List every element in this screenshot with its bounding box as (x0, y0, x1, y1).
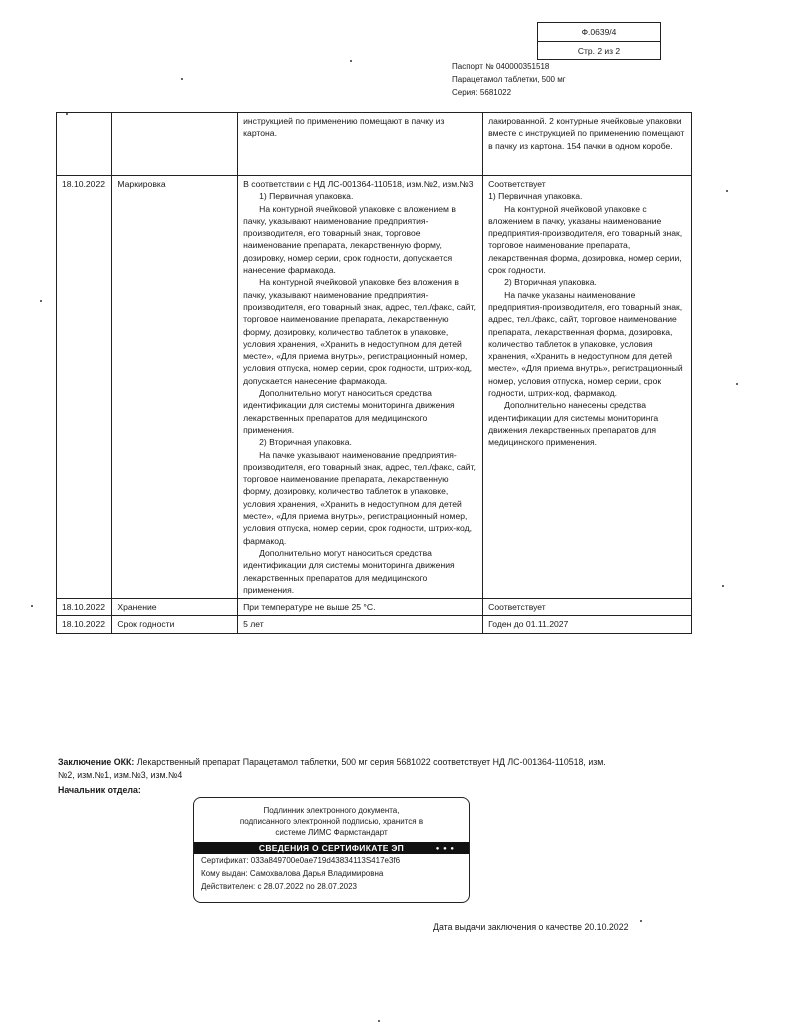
e-signature-stamp (193, 797, 470, 903)
certificate-number: Сертификат: 033a849700e0ae719d43834113S417e3f6 (201, 856, 401, 865)
scan-speck (378, 1020, 380, 1022)
result-cell: лакированной. 2 контурные ячейковые упаковки вместе с инструкцией по применению помещают в пачку из картона. 154 пачки в одном коробе. (483, 113, 692, 176)
requirement-cell: инструкцией по применению помещают в пачку из картона. (238, 113, 483, 176)
qc-conclusion (58, 756, 618, 782)
department-head-label: Начальник отдела: (58, 785, 141, 795)
indicator-cell: Срок годности (112, 616, 238, 633)
form-code: Ф.0639/4 (581, 27, 617, 37)
scan-speck (722, 585, 724, 587)
certificate-info-bar: СВЕДЕНИЯ О СЕРТИФИКАТЕ ЭП ● ● ● (194, 842, 469, 854)
certificate-owner: Кому выдан: Самохвалова Дарья Владимировна (201, 869, 384, 878)
conclusion-label: Заключение ОКК: (58, 757, 135, 767)
scan-speck (350, 60, 352, 62)
conclusion-text: Лекарственный препарат Парацетамол таблетки, 500 мг серия 5681022 соответствует НД ЛС-001364-110518, изм.№2, изм.№1, изм.№3, изм.№4 (58, 757, 606, 780)
product-name: Парацетамол таблетки, 500 мг (452, 75, 566, 84)
scan-speck (726, 190, 728, 192)
table-row (57, 616, 692, 633)
scan-speck (40, 300, 42, 302)
form-code-box (537, 22, 661, 60)
table-row (57, 599, 692, 616)
requirement-cell: 5 лет (238, 616, 483, 633)
result-cell: Соответствует 1) Первичная упаковка. На контурной ячейковой упаковке с вложением в пачку, указаны наименование предприятия-производителя, его товарный знак, торговое наименование препарата, лекарственная форма, дозировка, номер серии, срок годности. 2) Вторичная упаковка. На пачке указаны наименование предприятия-производителя, его товарный знак, адрес, тел./факс, сайт, торговое наименование препарата, лекарственная форма, дозировка, количество таблеток в упаковке, условия хранения, «Хранить в недоступном для детей месте», «Для приема внутрь», регистрационный номер, условия отпуска, номер серии, срок годности, штрих-код, фармакод. Дополнительно нанесены средства идентификации для системы мониторинга движения лекарственных препаратов для медицинского применения. (483, 176, 692, 599)
passport-number: Паспорт № 040000351518 (452, 62, 550, 71)
requirement-cell: В соответствии с НД ЛС-001364-110518, изм.№2, изм.№3 1) Первичная упаковка. На контурной ячейковой упаковке с вложением в пачку, указывают наименование предприятия-производителя, его товарный знак, торговое наименование препарата, лекарственную форму, дозировку, номер серии, срок годности, допускается нанесение фармакода. На контурной ячейковой упаковке без вложения в пачку, указывают наименование предприятия-производителя, его товарный знак, адрес, тел./факс, сайт, торговое наименование препарата, лекарственную форму, дозировку, количество таблеток в упаковке, условия хранения, «Хранить в недоступном для детей месте», «Для приема внутрь», регистрационный номер, условия отпуска, номер серии, срок годности, штрих-код, допускается нанесение фармакода. Дополнительно могут наноситься средства идентификации для системы мониторинга движения лекарственных препаратов для медицинского применения. 2) Вторичная упаковка. На пачке указывают наименование предприятия-производителя, его товарный знак, адрес, тел./факс, сайт, торговое наименование препарата, лекарственную форму, дозировку, количество таблеток в упаковке, условия хранения, «Хранить в недоступном для детей месте», «Для приема внутрь», регистрационный номер, условия отпуска, номер серии, срок годности, штрих-код, фармакод. Дополнительно могут наноситься средства идентификации для системы мониторинга движения лекарственных препаратов для медицинского применения. (238, 176, 483, 599)
table-row (57, 176, 692, 599)
indicator-cell: Хранение (112, 599, 238, 616)
passport-block (452, 60, 566, 99)
requirement-cell: При температуре не выше 25 °С. (238, 599, 483, 616)
issue-date: Дата выдачи заключения о качестве 20.10.2022 (433, 922, 629, 932)
test-results-table (56, 112, 692, 634)
scan-speck (66, 113, 68, 115)
series-number: Серия: 5681022 (452, 88, 512, 97)
page-number: Стр. 2 из 2 (538, 41, 660, 60)
certificate-validity: Действителен: с 28.07.2022 по 28.07.2023 (201, 882, 357, 891)
scan-speck (181, 78, 183, 80)
result-cell: Годен до 01.11.2027 (483, 616, 692, 633)
table-row (57, 113, 692, 176)
date-cell: 18.10.2022 (57, 176, 112, 599)
stamp-header: Подлинник электронного документа, подписанного электронной подписью, хранится в системе ЛИМС Фармстандарт (239, 806, 424, 837)
date-cell: 18.10.2022 (57, 599, 112, 616)
decorative-dots-icon: ● ● ● (435, 846, 455, 852)
scan-speck (736, 383, 738, 385)
indicator-cell: Маркировка (112, 176, 238, 599)
result-cell: Соответствует (483, 599, 692, 616)
scan-speck (640, 920, 642, 922)
date-cell: 18.10.2022 (57, 616, 112, 633)
scan-speck (31, 605, 33, 607)
